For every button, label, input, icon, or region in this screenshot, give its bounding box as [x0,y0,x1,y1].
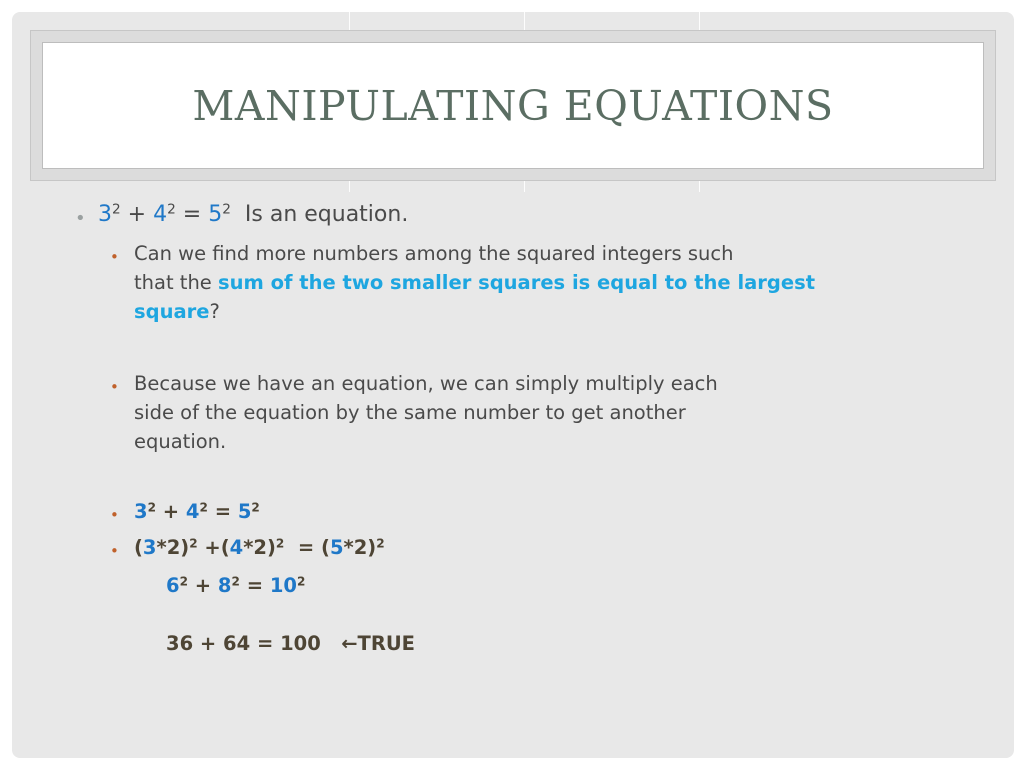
question-line-1: Can we find more numbers among the squared integers such [134,242,734,265]
number: 3 [98,202,112,227]
exponent: 2 [231,574,240,589]
exponent: 2 [199,500,208,515]
operator: = [214,500,232,523]
operator: = [246,574,264,597]
operator: + [162,500,180,523]
result-expression: 36 + 64 = 100 [166,632,321,655]
equation-scaled [166,574,305,597]
exponent: 2 [112,201,121,218]
true-label: TRUE [357,632,416,655]
exponent: 2 [147,500,156,515]
question-line-3 [134,300,220,323]
exponent: 2 [275,536,285,551]
operator: = ( [297,536,330,559]
slide [12,12,1014,758]
exponent: 2 [296,574,306,589]
number: 3 [134,500,148,523]
explanation-line-2: side of the equation by the same number to get another [134,401,686,424]
number: 4 [153,202,168,227]
operator: + [194,574,212,597]
question-mark: ? [209,300,220,323]
bullet-dot: • [75,208,86,229]
sub-bullet-dot: • [110,378,119,396]
equation-statement [98,202,408,227]
statement-text: Is an equation. [244,202,409,227]
number: 10 [269,574,297,597]
explanation-line-1: Because we have an equation, we can simply multiply each [134,372,718,395]
operator: + [127,202,147,227]
exponent: 2 [167,201,176,218]
question-text: that the [134,271,212,294]
exponent: 2 [189,536,198,551]
number: 5 [329,536,344,559]
sub-bullet-dot: • [110,248,119,266]
explanation-line-3: equation. [134,430,227,453]
exponent: 2 [251,500,260,515]
operator: = [182,202,202,227]
equation-result [166,632,415,655]
exponent: 2 [376,536,385,551]
exponent: 2 [179,574,188,589]
slide-title: MANIPULATING EQUATIONS [192,81,834,130]
number: 6 [166,574,180,597]
sub-bullet-dot: • [110,542,119,560]
multiplier: *2) [343,536,377,559]
multiplier: *2) [156,536,190,559]
question-highlight: sum of the two smaller squares is equal to the largest [218,271,816,294]
number: 3 [142,536,157,559]
number: 5 [208,202,223,227]
paren: ( [134,536,143,559]
number: 5 [237,500,252,523]
sub-bullet-dot: • [110,506,119,524]
equation-multiplied [134,536,385,559]
exponent: 2 [222,201,231,218]
operator: +( [204,536,230,559]
multiplier: *2) [243,536,276,559]
title-frame [30,30,996,181]
question-highlight: square [134,300,210,323]
arrow-left-icon: ← [341,632,358,655]
number: 8 [217,574,232,597]
title-box [42,42,984,169]
number: 4 [229,536,244,559]
number: 4 [185,500,200,523]
equation-base [134,500,260,523]
question-line-2 [134,271,815,294]
